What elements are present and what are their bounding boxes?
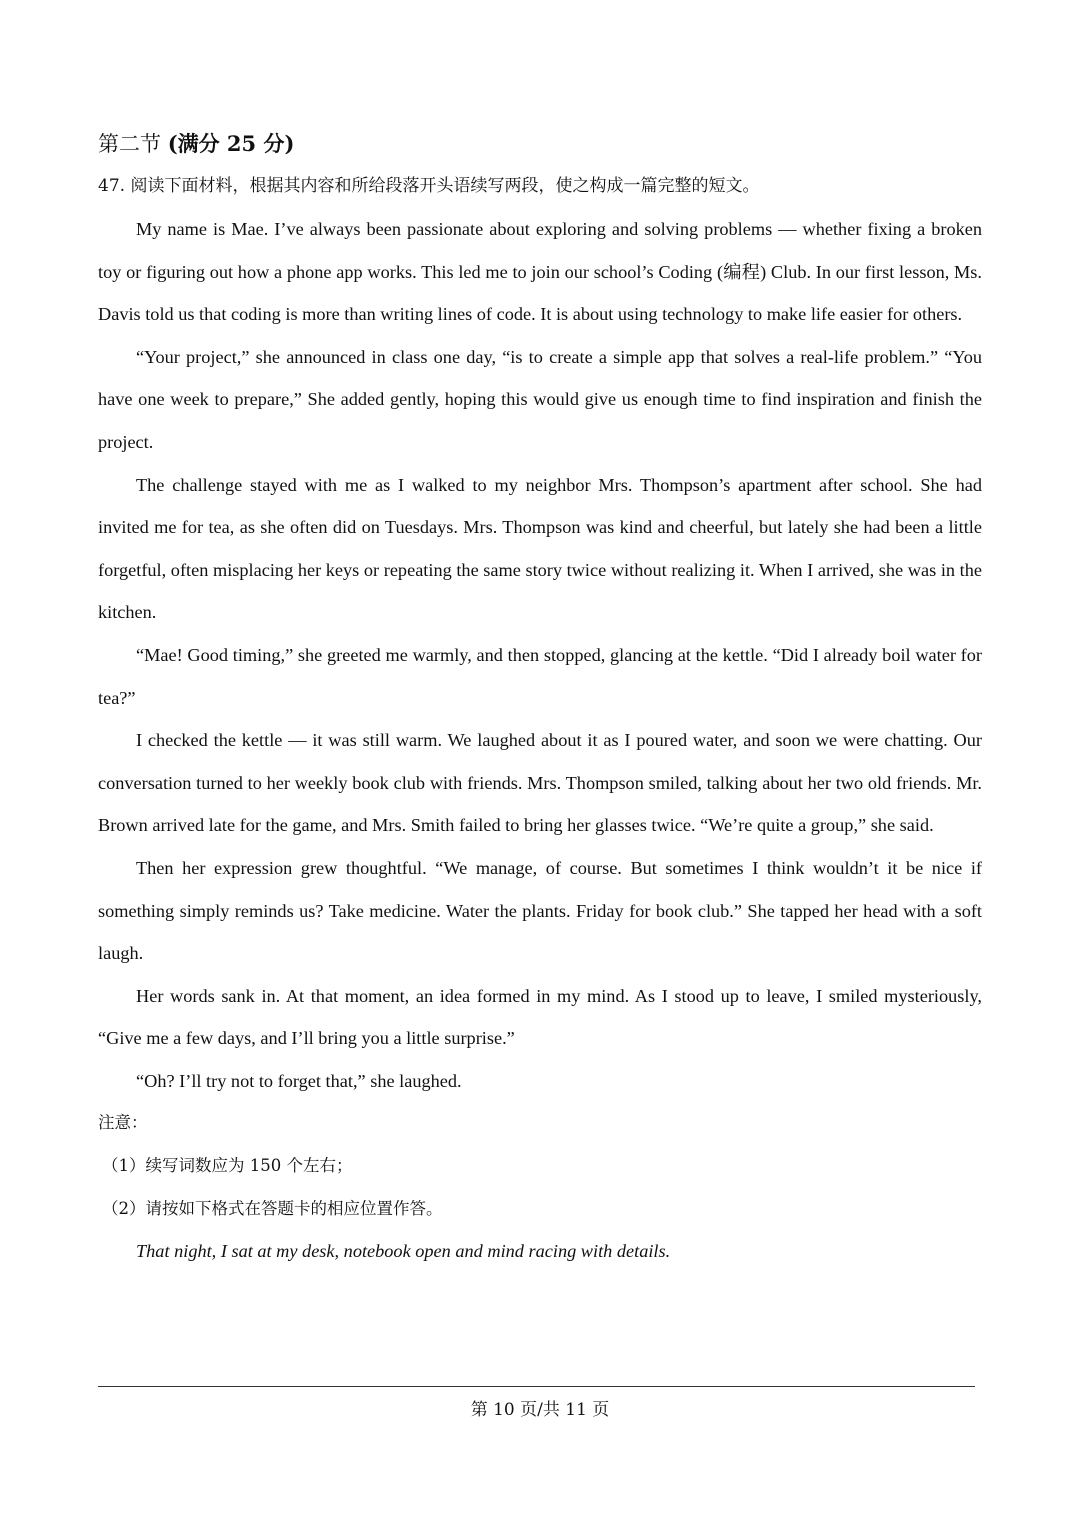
story-paragraph-2: “Your project,” she announced in class one day, “is to create a simple app that solves a real-life problem.” “You have one week to prepare,” She added gently, hoping this would give us enough time to find inspiration and finish the project. [98, 346, 982, 452]
story-passage [98, 208, 982, 1273]
story-paragraph-8: “Oh? I’ll try not to forget that,” she laughed. [136, 1070, 462, 1091]
note-item-1: （1）续写词数应为 150 个左右； [102, 1156, 353, 1176]
story-paragraph-7: Her words sank in. At that moment, an idea formed in my mind. As I stood up to leave, I smiled mysteriously, “Give me a few days, and I’ll bring you a little surprise.” [98, 985, 982, 1049]
page-number: 第 10 页/共 11 页 [470, 1400, 610, 1420]
question-instruction: 47. 阅读下面材料，根据其内容和所给段落开头语续写两段，使之构成一篇完整的短文。 [98, 176, 760, 196]
notes-heading: 注意： [98, 1113, 148, 1133]
story-paragraph-1: My name is Mae. I’ve always been passionate about exploring and solving problems — whether fixing a broken toy or figuring out how a phone app works. This led me to join our school’s Coding (编程) Club. In our first lesson, Ms. Davis told us that coding is more than writing lines of code. It is about using technology to make life easier for others. [98, 219, 982, 325]
story-paragraph-3: The challenge stayed with me as I walked to my neighbor Mrs. Thompson’s apartment after school. She had invited me for tea, as she often did on Tuesdays. Mrs. Thompson was kind and cheerful, but lately she had been a little forgetful, often misplacing her keys or repeating the same story twice without realizing it. When I arrived, she was in the kitchen. [98, 474, 982, 623]
story-paragraph-4: “Mae! Good timing,” she greeted me warmly, and then stopped, glancing at the kettle. “Did I already boil water for tea?” [98, 644, 982, 708]
story-paragraph-5: I checked the kettle — it was still warm. We laughed about it as I poured water, and soon we were chatting. Our conversation turned to her weekly book club with friends. Mrs. Thompson smiled, talking about her two old friends. Mr. Brown arrived late for the game, and Mrs. Smith failed to bring her glasses twice. “We’re quite a group,” she said. [98, 730, 982, 836]
section-heading [98, 128, 294, 160]
story-paragraph-6: Then her expression grew thoughtful. “We manage, of course. But sometimes I think wouldn’t it be nice if something simply reminds us? Take medicine. Water the plants. Friday for book club.” She tapped her head with a soft laugh. [98, 857, 982, 964]
note-item-2: （2）请按如下格式在答题卡的相应位置作答。 [102, 1198, 443, 1218]
section-score: (满分 25 分) [167, 131, 295, 156]
section-label: 第二节 [98, 132, 168, 156]
continuation-starter: That night, I sat at my desk, notebook open and mind racing with details. [136, 1241, 671, 1262]
footer-divider [98, 1386, 975, 1387]
